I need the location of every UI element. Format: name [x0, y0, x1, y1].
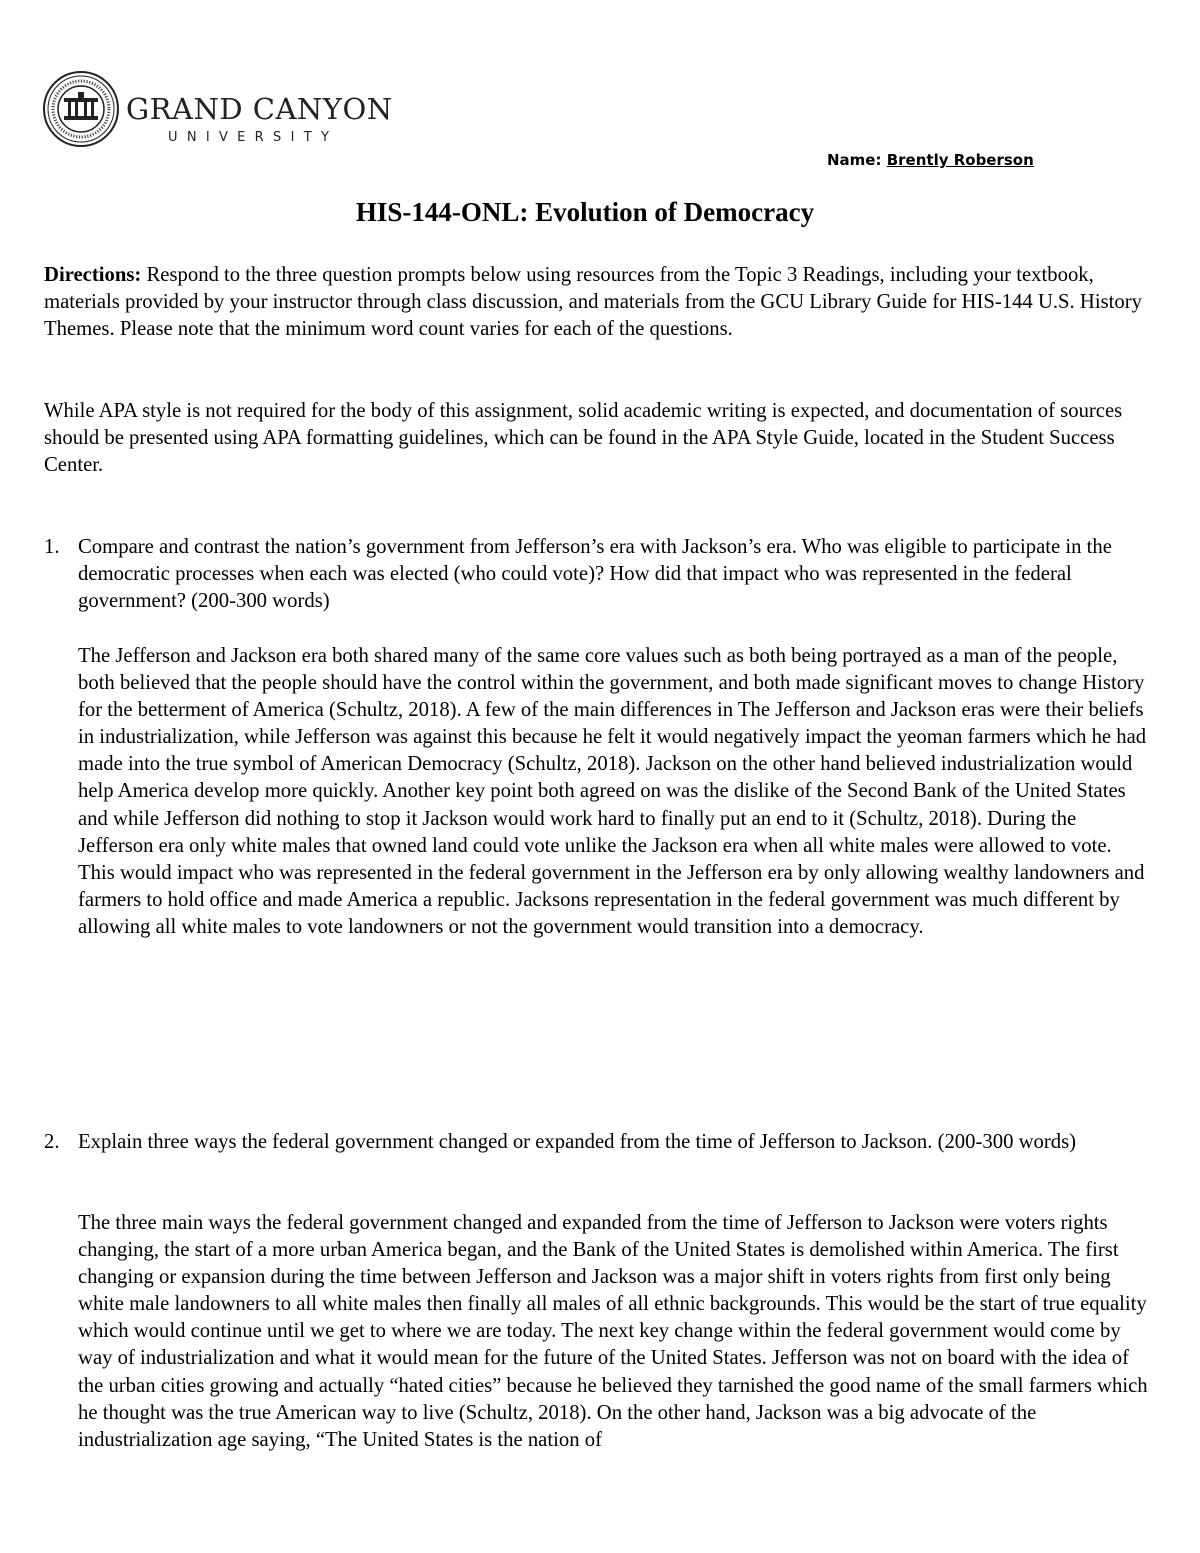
student-name-line — [827, 151, 1034, 169]
directions-text: Respond to the three question prompts below using resources from the Topic 3 Readings, including your textbook, materials provided by your instructor through class discussion, and materials from the GCU Library Guide for HIS-144 U.S. History Themes. Please note that the minimum word count varies for each of the questions. — [44, 264, 1142, 341]
question-1-number: 1. — [44, 536, 60, 558]
apa-note-paragraph: While APA style is not required for the body of this assignment, solid academic writing is expected, and documentation of sources should be presented using APA formatting guidelines, which can be found in the APA Style Guide, located in the Student Success Center. — [44, 400, 1123, 477]
directions-label: Directions: — [44, 264, 142, 286]
logo-subtitle: UNIVERSITY — [168, 130, 339, 145]
question-2-prompt: Explain three ways the federal government changed or expanded from the time of Jefferson to Jackson. (200-300 words) — [78, 1131, 1077, 1153]
university-logo — [42, 70, 393, 150]
student-name: Brently Roberson — [886, 151, 1034, 169]
university-seal-icon — [42, 70, 120, 148]
name-label: Name: — [827, 151, 882, 169]
logo-wordmark: GRAND CANYON — [126, 92, 393, 126]
question-1-answer: The Jefferson and Jackson era both shared many of the same core values such as both being portrayed as a man of the people, both believed that the people should have the control within the government, and both made significant moves to change History for the betterment of America (Schultz, 2018). A few of the main differences in The Jefferson and Jackson eras were their beliefs in industrialization, while Jefferson was against this because he felt it would negatively impact the yeoman farmers which he had made into the true symbol of American Democracy (Schultz, 2018). Jackson on the other hand believed industrialization would help America develop more quickly. Another key point both agreed on was the dislike of the Second Bank of the United States and while Jefferson did nothing to stop it Jackson would work hard to finally put an end to it (Schultz, 2018). During the Jefferson era only white males that owned land could vote unlike the Jackson era when all white males were allowed to vote. This would impact who was represented in the federal government in the Jefferson era by only allowing wealthy landowners and farmers to hold office and made America a republic. Jacksons representation in the federal government was much different by allowing all white males to vote landowners or not the government would transition into a democracy. — [78, 645, 1147, 938]
question-1-prompt: Compare and contrast the nation’s government from Jefferson’s era with Jackson’s era. Who was eligible to participate in the democratic processes when each was elected (who could vote)? How did that impact who was represented in the federal government? (200-300 words) — [78, 536, 1112, 613]
question-2-answer: The three main ways the federal government changed and expanded from the time of Jefferson to Jackson were voters rights changing, the start of a more urban America began, and the Bank of the United States is demolished within America. The first changing or expansion during the time between Jefferson and Jackson was a major shift in voters rights from first only being white male landowners to all white males then finally all males of all ethnic backgrounds. This would be the start of true equality which would continue until we get to where we are today. The next key change within the federal government would come by way of industrialization and what it would mean for the future of the United States. Jefferson was not on board with the idea of the urban cities growing and actually “hated cities” because he believed they tarnished the good name of the small farmers which he thought was the true American way to live (Schultz, 2018). On the other hand, Jackson was a big advocate of the industrialization age saying, “The United States is the nation of — [78, 1212, 1148, 1451]
document-title: HIS-144-ONL: Evolution of Democracy — [355, 197, 815, 227]
directions-paragraph — [44, 262, 1144, 343]
question-2-number: 2. — [44, 1131, 60, 1153]
